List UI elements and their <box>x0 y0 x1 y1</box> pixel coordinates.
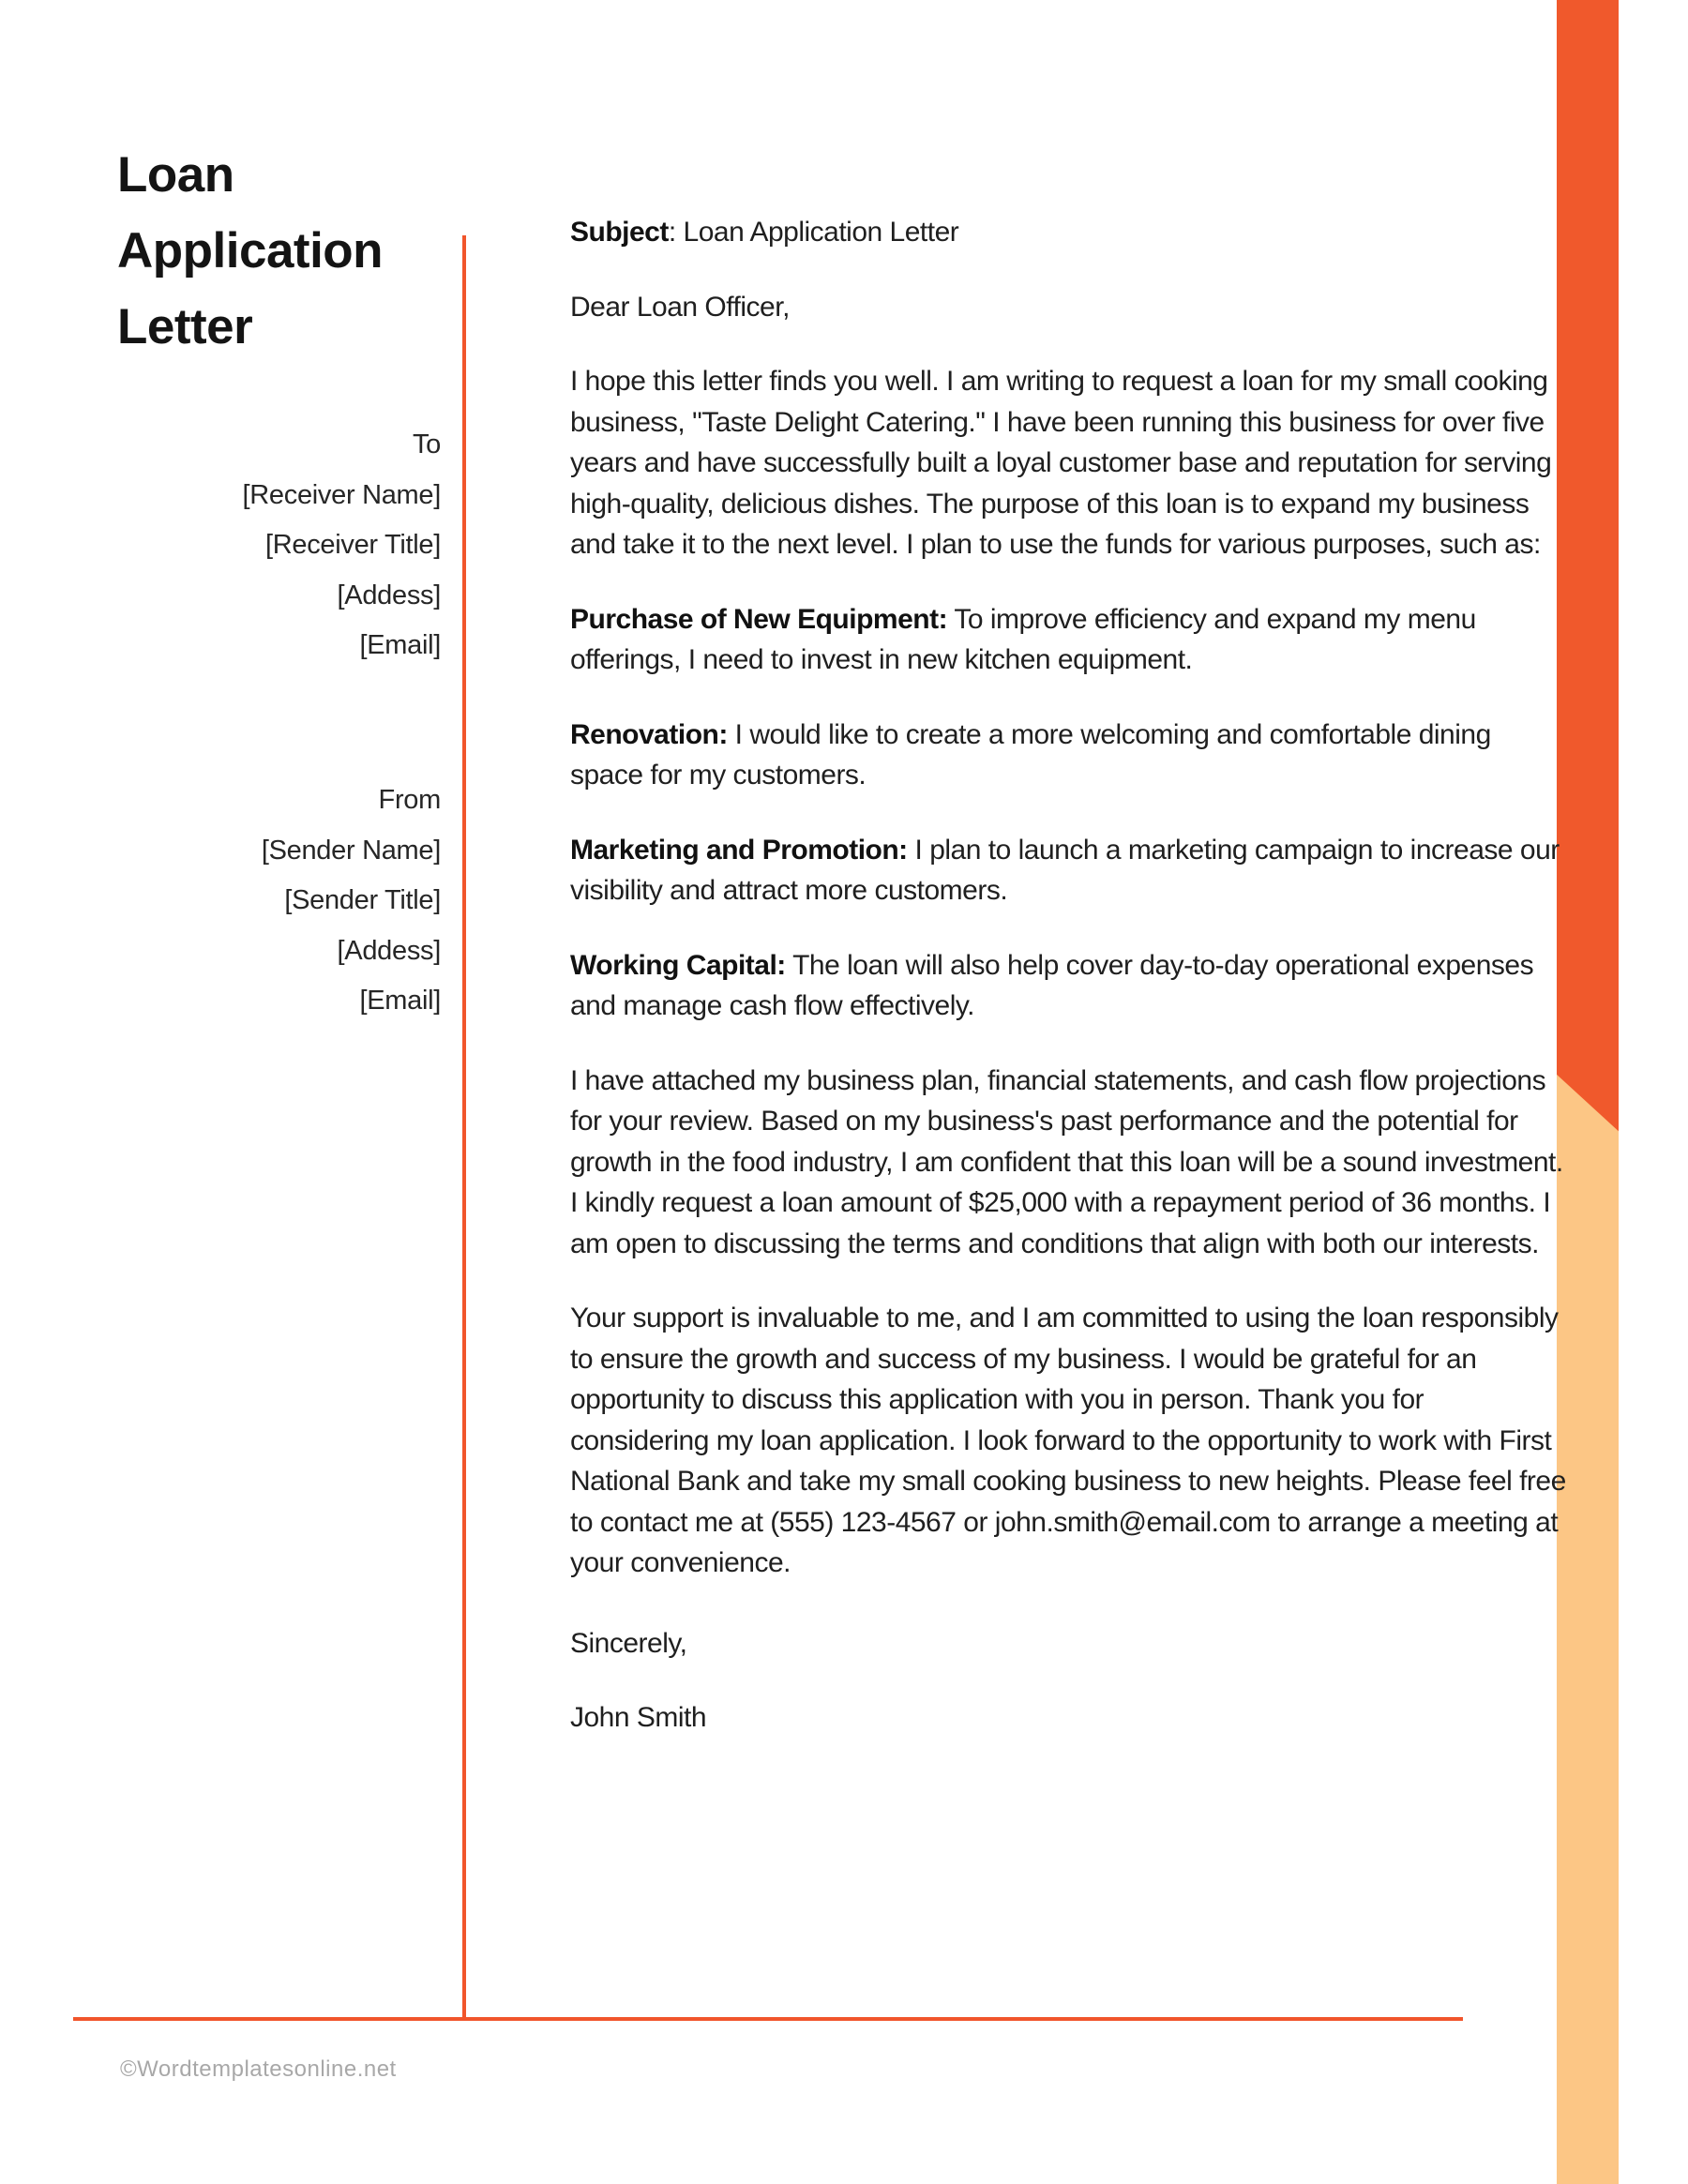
letter-body <box>570 212 1568 1772</box>
purpose-working-capital-text: The loan will also help cover day-to-day operational expenses and manage cash flow effectively. <box>570 949 1534 1021</box>
footer-divider-line <box>73 2017 1463 2021</box>
document-title-line: Application <box>117 223 384 279</box>
subject-line <box>570 212 1568 253</box>
recipient-email-placeholder: [Email] <box>359 630 441 660</box>
purpose-equipment-text: To improve efficiency and expand my menu offerings, I need to invest in new kitchen equipment. <box>570 603 1476 675</box>
vertical-divider-line <box>462 235 466 2019</box>
purpose-marketing <box>570 830 1568 911</box>
intro-paragraph: I hope this letter finds you well. I am writing to request a loan for my small cooking business, "Taste Delight Catering." I have been running this business for over five years and have successfully built a loyal customer base and reputation for serving high-quality, delicious dishes. The purpose of this loan is to expand my business and take it to the next level. I plan to use the funds for various purposes, such as: <box>570 366 1552 560</box>
purpose-working-capital <box>570 945 1568 1027</box>
signature: John Smith <box>570 1702 707 1733</box>
document-title-line: Letter <box>117 299 253 354</box>
purpose-renovation-lead: Renovation: <box>570 718 728 750</box>
recipient-title-placeholder: [Receiver Title] <box>265 530 441 560</box>
recipient-heading: To <box>412 429 441 459</box>
sender-name-placeholder: [Sender Name] <box>261 835 441 866</box>
purpose-renovation-text: I would like to create a more welcoming and comfortable dining space for my customers. <box>570 718 1491 791</box>
purpose-equipment-lead: Purchase of New Equipment: <box>570 603 948 635</box>
purpose-marketing-lead: Marketing and Promotion: <box>570 834 908 866</box>
purpose-equipment <box>570 599 1568 681</box>
purpose-renovation <box>570 715 1568 796</box>
sender-email-placeholder: [Email] <box>359 986 441 1016</box>
closing: Sincerely, <box>570 1627 687 1659</box>
document-title-line: Loan <box>117 147 234 203</box>
recipient-name-placeholder: [Receiver Name] <box>242 479 441 510</box>
subject-label: Subject <box>570 217 669 248</box>
purpose-working-capital-lead: Working Capital: <box>570 949 786 981</box>
sender-block <box>262 776 441 1027</box>
attachment-paragraph: I have attached my business plan, financial statements, and cash flow projections for your review. Based on my business's past performance and the potential for growth in the food industry, I am confident that this loan will be a sound investment. I kindly request a loan amount of $25,000 with a repayment period of 36 months. I am open to discussing the terms and conditions that align with both our interests. <box>570 1064 1563 1259</box>
recipient-address-placeholder: [Addess] <box>337 580 441 610</box>
document-title <box>117 137 383 365</box>
sender-address-placeholder: [Addess] <box>337 935 441 966</box>
support-paragraph: Your support is invaluable to me, and I am committed to using the loan responsibly to ensure the growth and success of my business. I would be grateful for an opportunity to discuss this application with you in person. Thank you for considering my loan application. I look forward to the opportunity to work with First National Bank and take my small cooking business to new heights. Please feel free to contact me at (555) 123-4567 or john.smith@email.com to arrange a meeting at your convenience. <box>570 1303 1566 1578</box>
salutation: Dear Loan Officer, <box>570 291 790 323</box>
recipient-block <box>243 420 441 671</box>
purpose-marketing-text: I plan to launch a marketing campaign to increase our visibility and attract more customers. <box>570 834 1560 906</box>
sender-heading: From <box>378 785 441 815</box>
footer-credit: ©Wordtemplatesonline.net <box>120 2056 397 2082</box>
subject-value: : Loan Application Letter <box>668 217 959 248</box>
sender-title-placeholder: [Sender Title] <box>284 885 441 915</box>
